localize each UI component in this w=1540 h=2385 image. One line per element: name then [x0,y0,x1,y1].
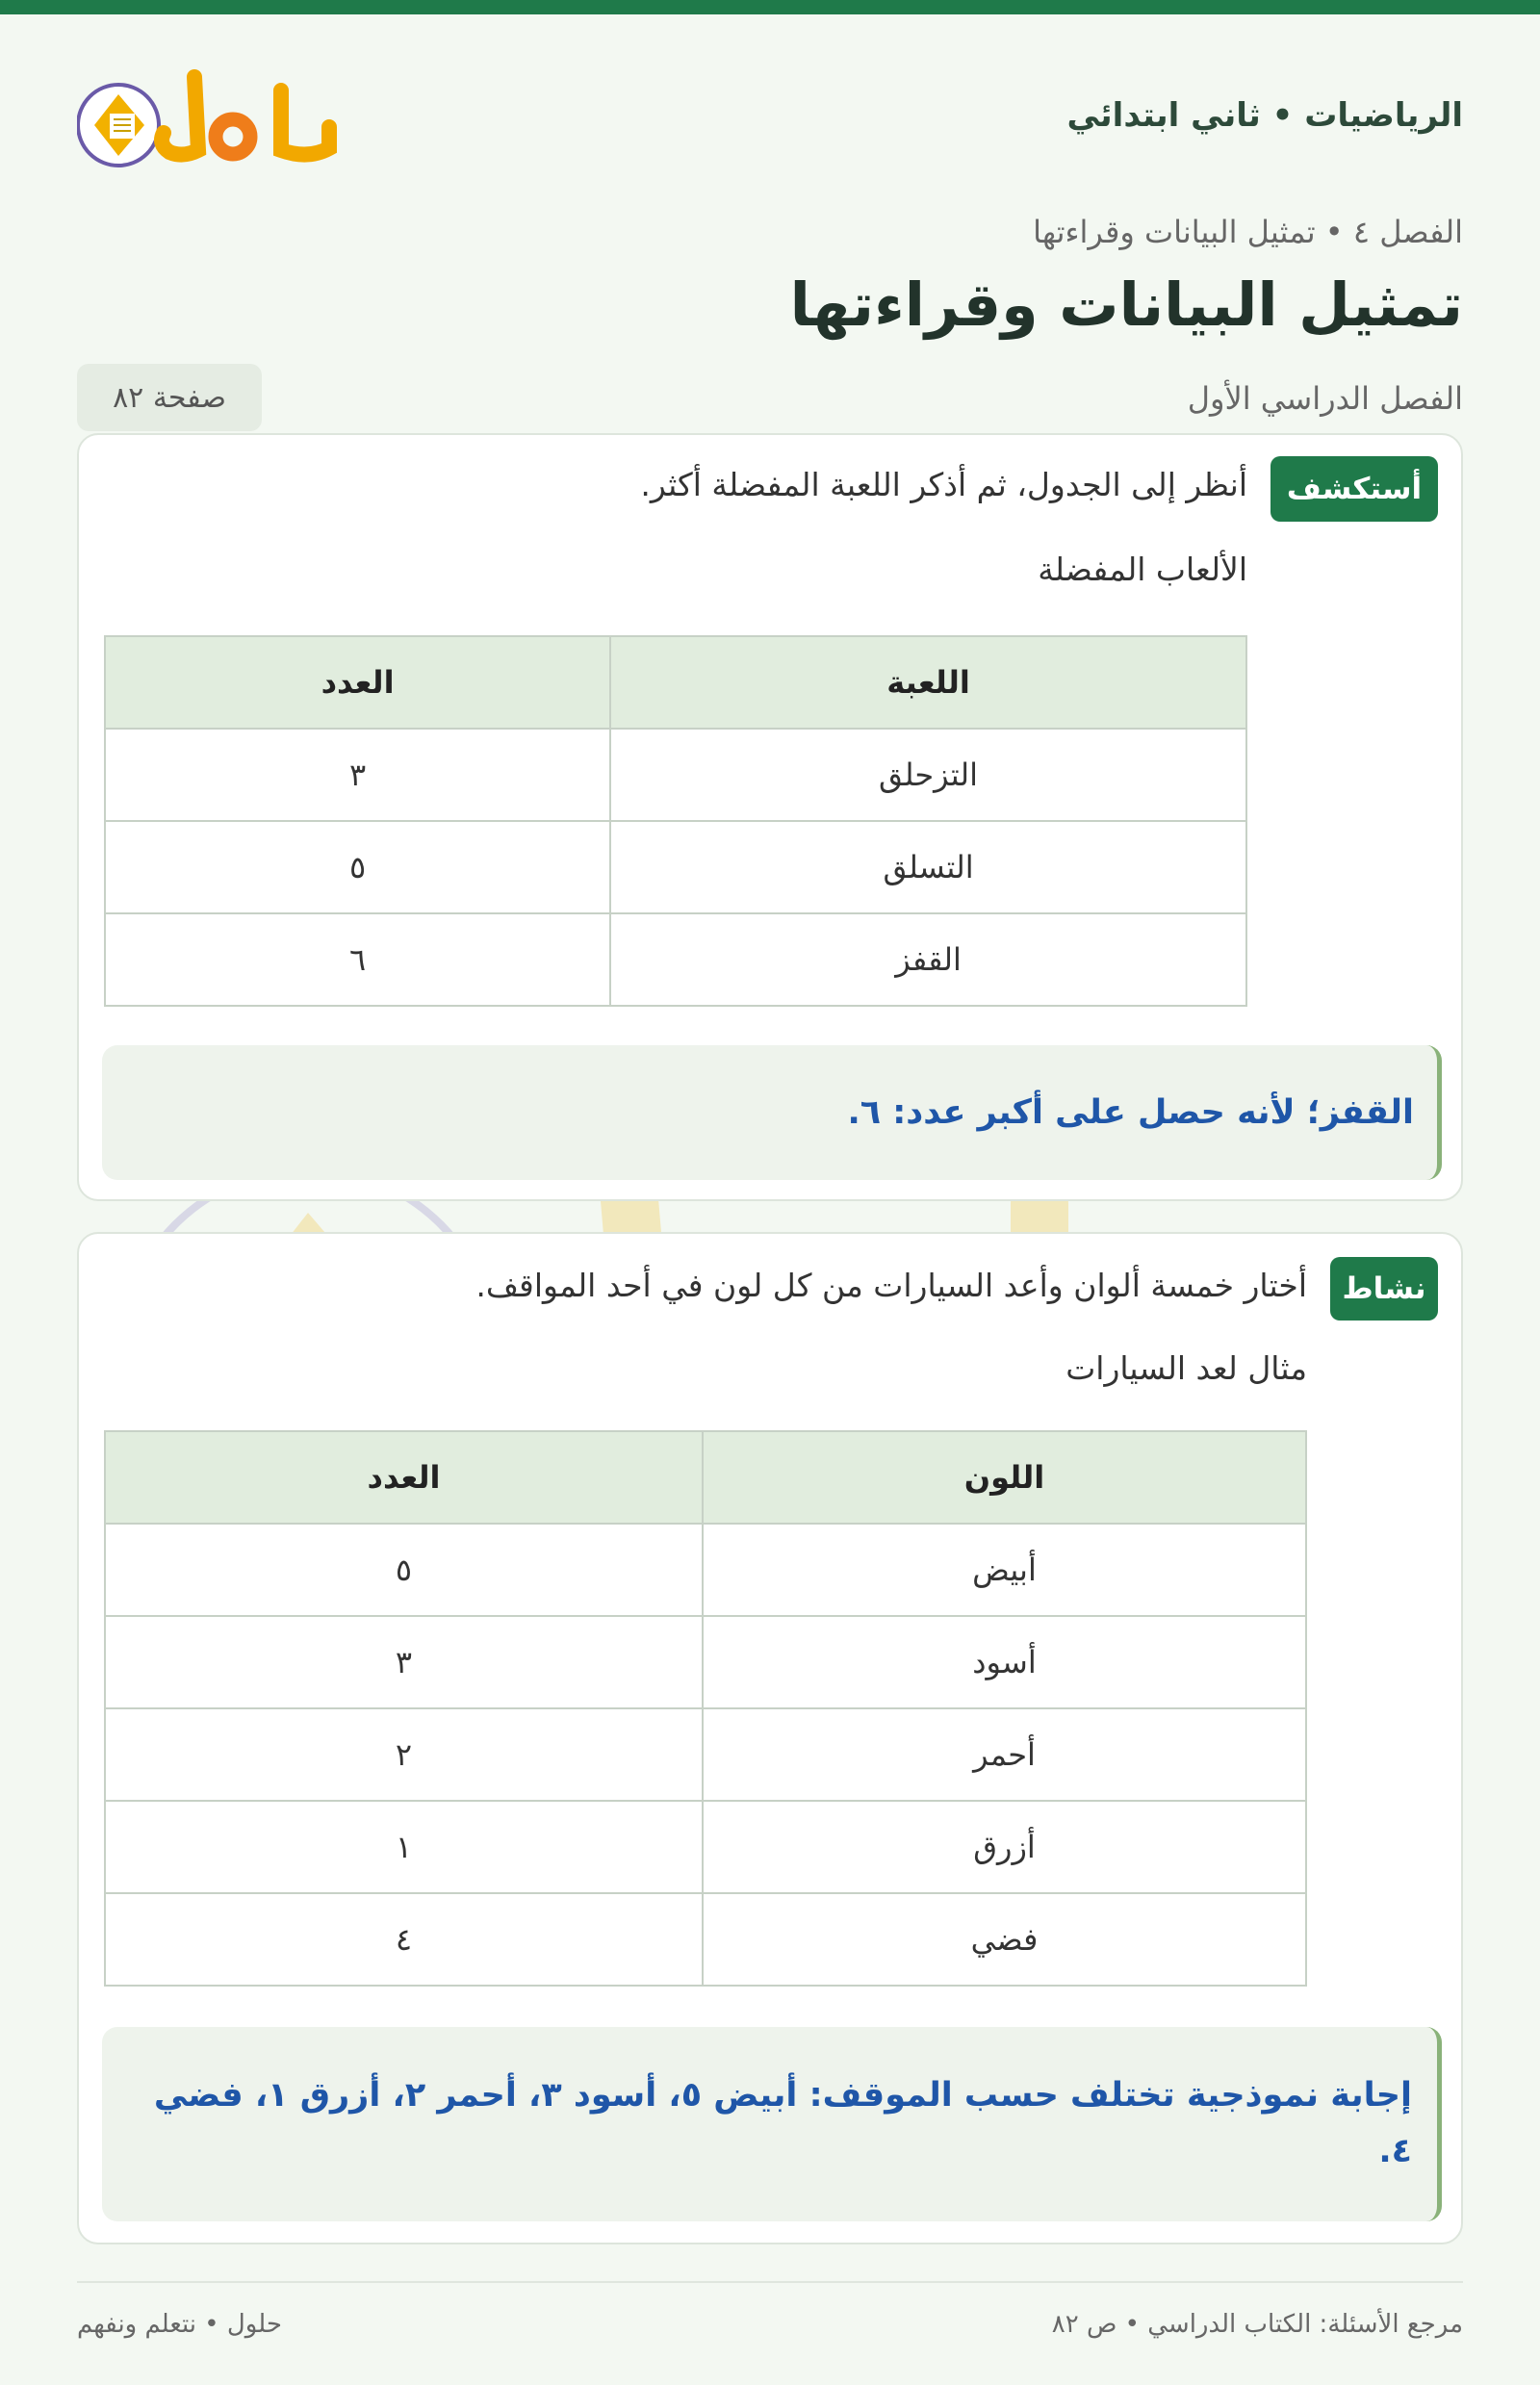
subject-label: الرياضيات • ثاني ابتدائي [1066,96,1463,135]
breadcrumb: الفصل ٤ • تمثيل البيانات وقراءتها [1033,214,1463,250]
footer-divider [77,2281,1463,2283]
page-header [77,58,1463,183]
count-cell: ٥ [105,1524,703,1616]
table-row [105,821,1246,913]
table-row [105,1801,1306,1893]
column-header-game: اللعبة [610,636,1246,729]
table-row [105,1708,1306,1801]
table-row [105,913,1246,1006]
column-header-color: اللون [703,1431,1306,1524]
activity-table-title: مثال لعد السيارات [1065,1349,1307,1387]
count-cell: ٣ [105,1616,703,1708]
color-cell: أسود [703,1616,1306,1708]
game-cell: التزحلق [610,729,1246,821]
table-row [105,1893,1306,1986]
count-cell: ٢ [105,1708,703,1801]
column-header-count: العدد [105,636,610,729]
page-title: تمثيل البيانات وقراءتها [789,269,1463,340]
game-cell: القفز [610,913,1246,1006]
color-cell: أبيض [703,1524,1306,1616]
color-cell: أحمر [703,1708,1306,1801]
color-cell: فضي [703,1893,1306,1986]
term-label: الفصل الدراسي الأول [1187,380,1463,417]
table-row [105,729,1246,821]
count-cell: ٣ [105,729,610,821]
page-number-badge: صفحة ٨٢ [77,364,262,431]
activity-question: أختار خمسة ألوان وأعد السيارات من كل لون في أحد المواقف. [475,1267,1307,1304]
table-header-row [105,636,1246,729]
explore-tag: أستكشف [1270,456,1438,522]
top-accent-bar [0,0,1540,14]
explore-question: أنظر إلى الجدول، ثم أذكر اللعبة المفضلة أكثر. [640,466,1247,503]
explore-table-title: الألعاب المفضلة [1038,551,1247,588]
activity-card [77,1232,1463,2244]
explore-answer: القفز؛ لأنه حصل على أكبر عدد: ٦. [102,1045,1442,1180]
count-cell: ٦ [105,913,610,1006]
footer-reference: مرجع الأسئلة: الكتاب الدراسي • ص ٨٢ [1051,2310,1463,2339]
activity-tag: نشاط [1330,1257,1438,1321]
game-cell: التسلق [610,821,1246,913]
activity-answer: إجابة نموذجية تختلف حسب الموقف: أبيض ٥، أسود ٣، أحمر ٢، أزرق ١، فضي ٤. [102,2027,1442,2221]
footer-brand: حلول • نتعلم ونفهم [77,2310,282,2339]
hulul-logo[interactable] [77,58,346,183]
explore-card [77,433,1463,1201]
count-cell: ٤ [105,1893,703,1986]
count-cell: ٥ [105,821,610,913]
car-colors-table [104,1430,1307,1987]
column-header-count: العدد [105,1431,703,1524]
table-header-row [105,1431,1306,1524]
favorite-games-table [104,635,1247,1007]
table-row [105,1616,1306,1708]
color-cell: أزرق [703,1801,1306,1893]
table-row [105,1524,1306,1616]
count-cell: ١ [105,1801,703,1893]
